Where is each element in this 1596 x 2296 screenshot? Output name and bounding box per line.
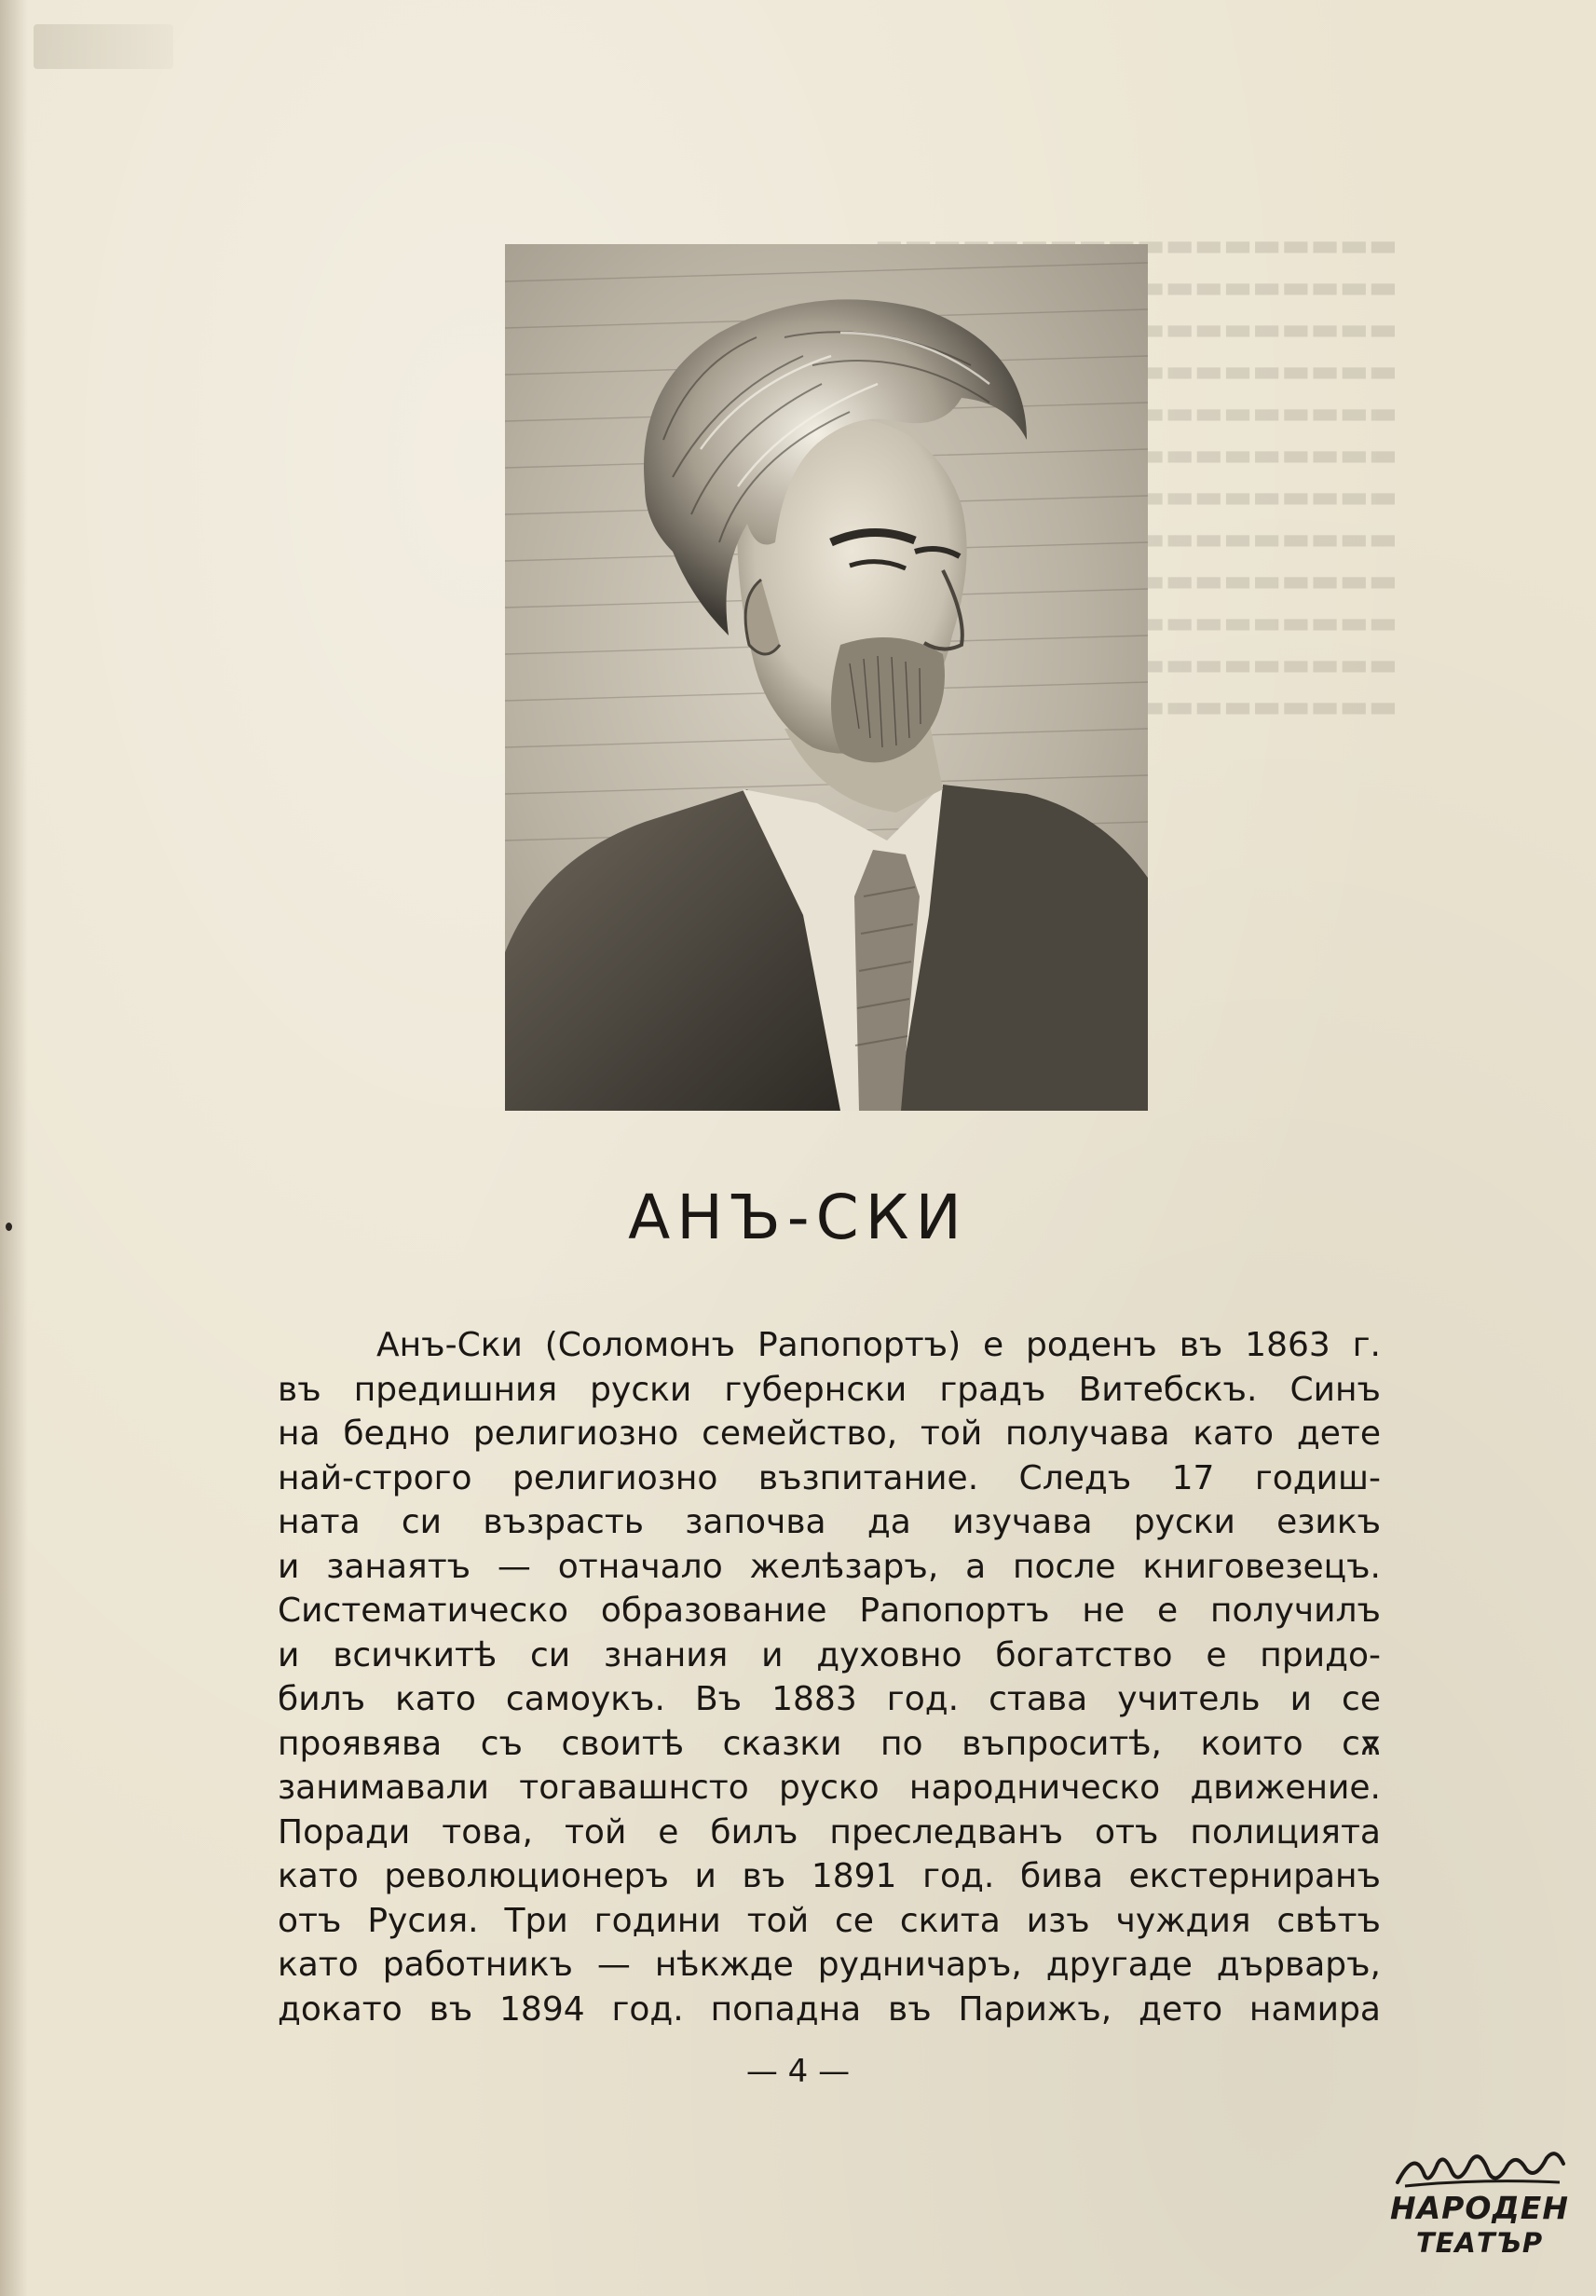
body-line: и всичкитѣ си знания и духовно богатство е придо- — [278, 1635, 1381, 1674]
body-line: занимавали тогавашнсто руско народническо движение. — [278, 1769, 1381, 1807]
body-line: на бедно религиозно семейство, той получава като дете — [278, 1414, 1381, 1453]
body-line: проявява съ своитѣ сказки по въпроситѣ, които сѫ — [278, 1724, 1381, 1763]
body-line: ната си възрасть започва да изучава руски езикъ — [278, 1503, 1381, 1541]
body-line: най-строго религиозно възпитание. Следъ 17 годиш- — [278, 1458, 1381, 1497]
body-line: Анъ-Ски (Соломонъ Рапопортъ) е роденъ въ 1863 г. — [376, 1326, 1381, 1364]
theatre-stamp — [1386, 2145, 1573, 2268]
body-line: като работникъ — нѣкжде рудничаръ, другаде дърваръ, — [278, 1946, 1381, 1984]
article-title: АНЪ-СКИ — [628, 1182, 968, 1253]
body-line: отъ Русия. Три години той се скита изъ чуждия свѣтъ — [278, 1901, 1381, 1940]
article-body — [278, 1323, 1381, 2031]
body-line: Систематическо образование Рапопортъ не е получилъ — [278, 1592, 1381, 1630]
body-line: билъ като самоукъ. Въ 1883 год. става учитель и се — [278, 1680, 1381, 1718]
stamp-line-2: ТЕАТЪР — [1415, 2227, 1544, 2259]
stamp-line-1: НАРОДЕН — [1390, 2190, 1569, 2226]
page-number: — 4 — — [745, 2053, 851, 2090]
show-through-left: ▬▬▬▬▬▬▬▬▬▬▬▬▬▬▬▬ ▬▬▬▬▬▬▬▬▬▬▬▬▬▬ ▬▬▬▬▬▬▬▬▬▬▬▬▬▬▬▬▬ ▬▬▬▬▬▬▬▬▬▬▬▬▬▬▬▬ — [903, 268, 1398, 598]
corner-smudge — [34, 24, 173, 69]
body-line: като революционеръ и въ 1891 год. бива екстерниранъ — [278, 1857, 1381, 1895]
body-line: Поради това, той е билъ преследванъ отъ полицията — [278, 1812, 1381, 1852]
portrait-engraving — [505, 244, 1148, 1111]
body-line: докато въ 1894 год. попадна въ Парижъ, дето намира — [278, 1989, 1381, 2029]
body-line: и занаятъ — отначало желѣзаръ, а после книговезецъ. — [278, 1547, 1381, 1586]
body-line: въ предишния руски губернски градъ Витебскъ. Синъ — [278, 1370, 1381, 1409]
